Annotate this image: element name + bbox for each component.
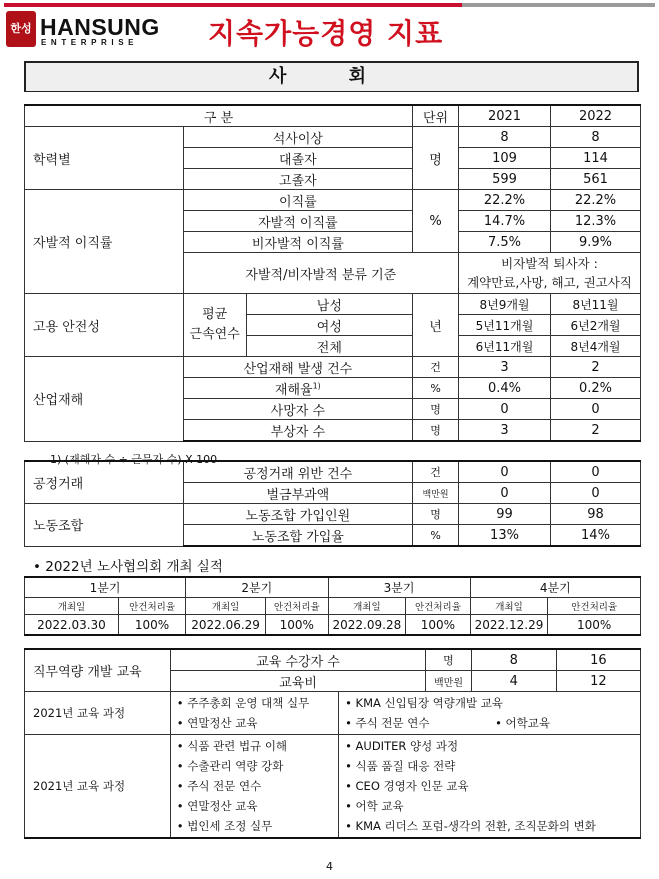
- value-2022: 0: [550, 399, 640, 420]
- value-2022: 98: [550, 504, 640, 525]
- row-label: 교육비: [170, 671, 426, 692]
- agenda-rate: 100%: [118, 615, 185, 636]
- unit-cell: 건: [413, 461, 459, 483]
- quarter-2: 2분기: [186, 577, 328, 598]
- row-label: 재해율$^{1)}$: [183, 378, 412, 399]
- row-label: 자발적 이직률: [183, 211, 412, 232]
- value-2021: 14.7%: [459, 211, 551, 232]
- unit-cell: 백만원: [426, 671, 471, 692]
- category-fair-trade: 공정거래: [25, 461, 184, 504]
- table-row: [25, 504, 641, 525]
- category-education: 학력별: [25, 127, 184, 190]
- subheader-date: 개최일: [470, 598, 548, 615]
- row-label: 대졸자: [183, 148, 412, 169]
- value-2021: 13%: [459, 525, 551, 547]
- row-label: 벌금부과액: [183, 483, 412, 504]
- value-2022: 561: [550, 169, 640, 190]
- page-number: 4: [326, 860, 333, 873]
- unit-cell: 명: [413, 504, 459, 525]
- value-2021: 8: [471, 649, 556, 671]
- logo-name: HANSUNG: [40, 14, 160, 40]
- document-title: 지속가능경영 지표: [208, 17, 444, 50]
- unit-cell: %: [413, 378, 459, 399]
- unit-cell: 건: [413, 357, 459, 378]
- value-2022: 8: [550, 127, 640, 148]
- meeting-date: 2022.03.30: [25, 615, 119, 636]
- table-row: [25, 649, 641, 671]
- council-values-row: [25, 615, 641, 636]
- row-label: 이직률: [183, 190, 412, 211]
- course-list-left: • 식품 관련 법규 이해 • 수출관리 역량 강화 • 주식 전문 연수 • 연말정산 교육 • 법인세 조정 실무: [170, 735, 338, 839]
- row-label: 여성: [246, 315, 412, 336]
- value-2021: 0: [459, 483, 551, 504]
- subheader-rate: 안건처리율: [266, 598, 329, 615]
- value-2021: 3: [459, 357, 551, 378]
- council-table: [24, 576, 641, 636]
- value-2022: 12: [556, 671, 640, 692]
- course-block-label: 2021년 교육 과정: [25, 692, 171, 735]
- header-rule: [4, 3, 655, 7]
- value-2021: 8년9개월: [459, 294, 551, 315]
- council-subheader-row: [25, 598, 641, 615]
- value-2022: 6년2개월: [550, 315, 640, 336]
- value-2022: 14%: [550, 525, 640, 547]
- value-2021: 3: [459, 420, 551, 442]
- value-2022: 8년11월: [550, 294, 640, 315]
- value-2022: 0: [550, 461, 640, 483]
- category-training: 직무역량 개발 교육: [25, 649, 171, 692]
- social-indicators-table: [24, 104, 641, 547]
- course-block-label: 2021년 교육 과정: [25, 735, 171, 839]
- meeting-date: 2022.09.28: [328, 615, 406, 636]
- table-row: [25, 294, 641, 315]
- logo-subtitle: ENTERPRISE: [41, 38, 139, 47]
- council-title: • 2022년 노사협의회 개최 실적: [33, 559, 223, 575]
- value-2021: 22.2%: [459, 190, 551, 211]
- table-row: [25, 735, 641, 839]
- category-safety: 산업재해: [25, 357, 184, 442]
- value-2021: 0: [459, 461, 551, 483]
- unit-cell: 년: [413, 294, 459, 357]
- value-2021: 99: [459, 504, 551, 525]
- value-2022: 8년4개월: [550, 336, 640, 357]
- value-2022: 2: [550, 357, 640, 378]
- row-label: 교육 수강자 수: [170, 649, 426, 671]
- table-row: [25, 127, 641, 148]
- unit-cell: %: [413, 525, 459, 547]
- value-2021: 109: [459, 148, 551, 169]
- course-list-right: • KMA 신입팀장 역량개발 교육 • 주식 전문 연수 • 어학교육: [339, 692, 641, 735]
- value-2022: 9.9%: [550, 232, 640, 253]
- value-2022: 12.3%: [550, 211, 640, 232]
- criteria-label: 자발적/비자발적 분류 기준: [183, 253, 458, 294]
- training-table: [24, 648, 641, 839]
- table-header-row: [25, 105, 641, 127]
- value-2022: 0: [550, 483, 640, 504]
- category-turnover: 자발적 이직률: [25, 190, 184, 294]
- row-label: 부상자 수: [183, 420, 412, 442]
- unit-cell: 명: [426, 649, 471, 671]
- row-label: 산업재해 발생 건수: [183, 357, 412, 378]
- agenda-rate: 100%: [406, 615, 470, 636]
- subheader-rate: 안건처리율: [406, 598, 470, 615]
- quarter-4: 4분기: [470, 577, 640, 598]
- category-union: 노동조합: [25, 504, 184, 547]
- subheader-rate: 안건처리율: [118, 598, 185, 615]
- value-2021: 6년11개월: [459, 336, 551, 357]
- unit-cell: 명: [413, 127, 459, 190]
- value-2022: 16: [556, 649, 640, 671]
- row-label: 사망자 수: [183, 399, 412, 420]
- row-label: 비자발적 이직률: [183, 232, 412, 253]
- quarter-header-row: [25, 577, 641, 598]
- subheader-date: 개최일: [328, 598, 406, 615]
- row-label: 고졸자: [183, 169, 412, 190]
- header-category: 구 분: [25, 105, 413, 127]
- value-2021: 0.4%: [459, 378, 551, 399]
- course-list-right: • AUDITER 양성 과정 • 식품 품질 대응 전략 • CEO 경영자 인문 교육 • 어학 교육 • KMA 리더스 포럼-생각의 전환, 조직문화의 변화: [339, 735, 641, 839]
- stability-sub: 평균 근속연수: [183, 294, 246, 357]
- value-2021: 7.5%: [459, 232, 551, 253]
- value-2022: 114: [550, 148, 640, 169]
- row-label: 남성: [246, 294, 412, 315]
- unit-cell: %: [413, 190, 459, 253]
- category-stability: 고용 안전성: [25, 294, 184, 357]
- subheader-date: 개최일: [186, 598, 266, 615]
- quarter-1: 1분기: [25, 577, 186, 598]
- row-label: 노동조합 가입인원: [183, 504, 412, 525]
- value-2021: 8: [459, 127, 551, 148]
- company-logo-icon: 한성: [6, 11, 36, 47]
- header-2021: 2021: [459, 105, 551, 127]
- header-unit: 단위: [413, 105, 459, 127]
- row-label: 노동조합 가입율: [183, 525, 412, 547]
- value-2021: 5년11개월: [459, 315, 551, 336]
- meeting-date: 2022.12.29: [470, 615, 548, 636]
- table-row: [25, 190, 641, 211]
- row-label: 석사이상: [183, 127, 412, 148]
- subheader-rate: 안건처리율: [548, 598, 641, 615]
- unit-cell: 명: [413, 399, 459, 420]
- course-list-left: • 주주총회 운영 대책 실무 • 연말정산 교육: [170, 692, 338, 735]
- row-label: 전체: [246, 336, 412, 357]
- unit-cell: 명: [413, 420, 459, 442]
- unit-cell: 백만원: [413, 483, 459, 504]
- table-row: [25, 692, 641, 735]
- value-2021: 0: [459, 399, 551, 420]
- footnote: 1) (재해자 수 ÷ 근무자 수) X 100: [50, 453, 218, 466]
- value-2021: 599: [459, 169, 551, 190]
- meeting-date: 2022.06.29: [186, 615, 266, 636]
- value-2022: 0.2%: [550, 378, 640, 399]
- table-row: [25, 357, 641, 378]
- agenda-rate: 100%: [548, 615, 641, 636]
- section-banner: 사 회: [24, 61, 639, 92]
- value-2021: 4: [471, 671, 556, 692]
- agenda-rate: 100%: [266, 615, 329, 636]
- value-2022: 22.2%: [550, 190, 640, 211]
- subheader-date: 개최일: [25, 598, 119, 615]
- header-2022: 2022: [550, 105, 640, 127]
- criteria-value: 비자발적 퇴사자 : 계약만료,사망, 해고, 권고사직: [459, 253, 641, 294]
- quarter-3: 3분기: [328, 577, 470, 598]
- row-label: 공정거래 위반 건수: [183, 461, 412, 483]
- value-2022: 2: [550, 420, 640, 442]
